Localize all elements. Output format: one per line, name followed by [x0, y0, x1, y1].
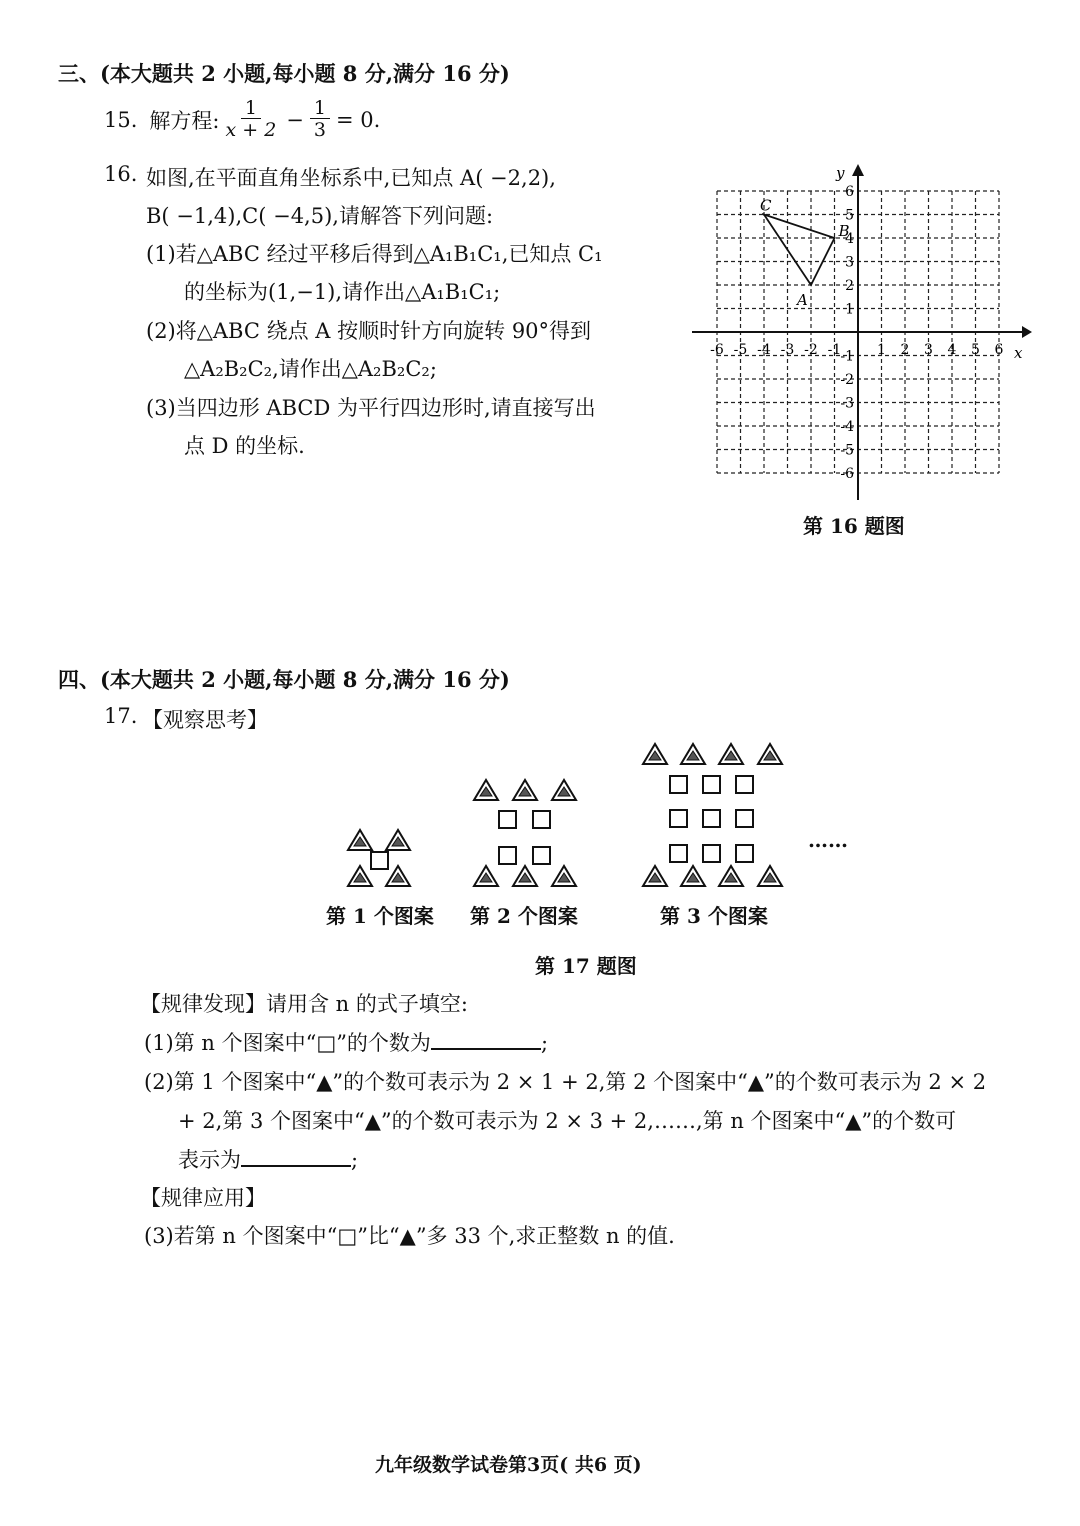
- y-tick-label: 5: [845, 207, 854, 224]
- square-shape: [736, 776, 753, 793]
- q17-rule-heading: 【规律发现】请用含 n 的式子填空:: [140, 992, 468, 1016]
- q17-answer-blank-2[interactable]: [241, 1147, 351, 1167]
- q16-part1-line1: (1)若△ABC 经过平移后得到△A₁B₁C₁,已知点 C₁: [146, 242, 603, 266]
- x-tick-label: 3: [924, 342, 933, 358]
- q17-part1-text: (1)第 n 个图案中“□”的个数为: [144, 1031, 431, 1055]
- q15-frac1-denominator: x + 2: [225, 119, 277, 141]
- y-axis-arrow: [852, 164, 864, 176]
- x-tick-label: -4: [757, 342, 771, 358]
- y-tick-label: -6: [840, 466, 854, 482]
- y-tick-label: 6: [845, 184, 854, 200]
- y-tick-label: 2: [845, 278, 854, 294]
- q17-part2-end: ;: [351, 1148, 359, 1172]
- square-shape: [499, 847, 516, 864]
- point-label-a: A: [797, 291, 808, 309]
- coordinate-axes: [692, 164, 1032, 500]
- y-tick-label: -4: [840, 419, 854, 435]
- x-tick-label: -5: [733, 342, 748, 358]
- point-label-c: C: [760, 196, 772, 215]
- y-tick-label: -5: [840, 442, 854, 459]
- square-shape: [499, 811, 516, 828]
- y-axis-label: y: [836, 164, 845, 182]
- q16-figure-caption: 第 16 题图: [803, 514, 905, 538]
- q17-part2-line2: + 2,第 3 个图案中“▲”的个数可表示为 2 × 3 + 2,……,第 n 个图案中“▲”的个数可: [178, 1109, 957, 1133]
- q17-number: 17.: [104, 704, 138, 728]
- square-shape: [736, 810, 753, 827]
- y-tick-label: -3: [840, 395, 854, 412]
- x-tick-label: -2: [804, 342, 818, 358]
- square-shape: [371, 852, 388, 869]
- x-tick-label: 5: [971, 342, 980, 358]
- x-tick-label: -1: [827, 342, 842, 358]
- q17-part3: (3)若第 n 个图案中“□”比“▲”多 33 个,求正整数 n 的值.: [144, 1224, 675, 1248]
- q15-frac1-numerator: 1: [241, 98, 261, 119]
- square-shape: [703, 810, 720, 827]
- q15-number: 15.: [104, 107, 138, 132]
- triangle-abc-outline: [764, 215, 835, 286]
- q17-part1: [144, 1027, 548, 1057]
- page-footer: 九年级数学试卷第3页( 共6 页): [375, 1454, 642, 1476]
- q16-coordinate-figure: [684, 160, 1034, 510]
- square-shape: [703, 776, 720, 793]
- q15-fraction-2: [310, 98, 330, 141]
- square-shape: [670, 776, 687, 793]
- y-tick-label: -2: [840, 372, 854, 388]
- square-shape: [703, 845, 720, 862]
- point-label-b: B: [838, 222, 850, 240]
- x-tick-label: 2: [900, 342, 910, 358]
- q16-part1-line2: 的坐标为(1,−1),请作出△A₁B₁C₁;: [184, 280, 501, 304]
- q16-part3-line2: 点 D 的坐标.: [184, 434, 305, 458]
- square-shape: [533, 847, 550, 864]
- pattern-shapes: [348, 744, 782, 886]
- x-tick-label: 1: [877, 342, 886, 358]
- q17-part1-end: ;: [540, 1031, 549, 1055]
- section4-heading: 四、(本大题共 2 小题,每小题 8 分,满分 16 分): [58, 667, 510, 692]
- x-tick-label: -3: [780, 342, 795, 358]
- pattern-1-label: 第 1 个图案: [326, 904, 434, 928]
- q17-application-heading: 【规律应用】: [140, 1186, 266, 1210]
- square-shape: [670, 845, 687, 862]
- q16-part3-line1: (3)当四边形 ABCD 为平行四边形时,请直接写出: [146, 396, 596, 420]
- x-tick-label: -6: [710, 342, 724, 358]
- x-axis-label: x: [1014, 344, 1023, 362]
- square-shape: [736, 845, 753, 862]
- q17-ellipsis: ……: [808, 828, 848, 852]
- y-tick-label: 4: [845, 231, 854, 247]
- y-tick-label: 1: [845, 301, 854, 318]
- q16-line2: B( −1,4),C( −4,5),请解答下列问题:: [146, 204, 494, 228]
- q15-fraction-1: [221, 98, 280, 141]
- q16-line1: 如图,在平面直角坐标系中,已知点 A( −2,2),: [146, 166, 556, 190]
- q17-part2-line1: (2)第 1 个图案中“▲”的个数可表示为 2 × 1 + 2,第 2 个图案中“▲”的个数可表示为 2 × 2: [144, 1070, 987, 1094]
- q17-answer-blank-1[interactable]: [431, 1030, 541, 1050]
- square-shape: [533, 811, 550, 828]
- square-shape: [670, 810, 687, 827]
- q17-title: 【观察思考】: [142, 708, 268, 732]
- x-tick-label: 4: [947, 342, 957, 358]
- question-15: [104, 98, 380, 141]
- q15-prefix: 解方程:: [149, 108, 220, 133]
- q15-frac2-denominator: 3: [313, 119, 326, 141]
- x-axis-arrow: [1022, 326, 1032, 338]
- q16-part2-line1: (2)将△ABC 绕点 A 按顺时针方向旋转 90°得到: [146, 319, 592, 343]
- y-tick-label: 3: [845, 254, 854, 271]
- q17-figure-caption: 第 17 题图: [535, 954, 637, 978]
- pattern-3-label: 第 3 个图案: [660, 904, 768, 928]
- q17-part2-line3-text: 表示为: [178, 1148, 241, 1172]
- q15-frac2-numerator: 1: [310, 98, 330, 119]
- section3-heading: 三、(本大题共 2 小题,每小题 8 分,满分 16 分): [58, 61, 510, 86]
- pattern-2-label: 第 2 个图案: [470, 904, 578, 928]
- q16-number: 16.: [104, 162, 138, 186]
- q15-suffix: = 0.: [336, 107, 381, 132]
- q17-pattern-figure: [300, 730, 880, 900]
- q17-part2-line3: [178, 1144, 358, 1174]
- y-tick-label: -1: [840, 348, 854, 365]
- q15-minus: −: [286, 107, 304, 132]
- q16-part2-line2: △A₂B₂C₂,请作出△A₂B₂C₂;: [184, 357, 437, 381]
- x-tick-label: 6: [994, 342, 1004, 358]
- triangle-abc: [760, 197, 850, 310]
